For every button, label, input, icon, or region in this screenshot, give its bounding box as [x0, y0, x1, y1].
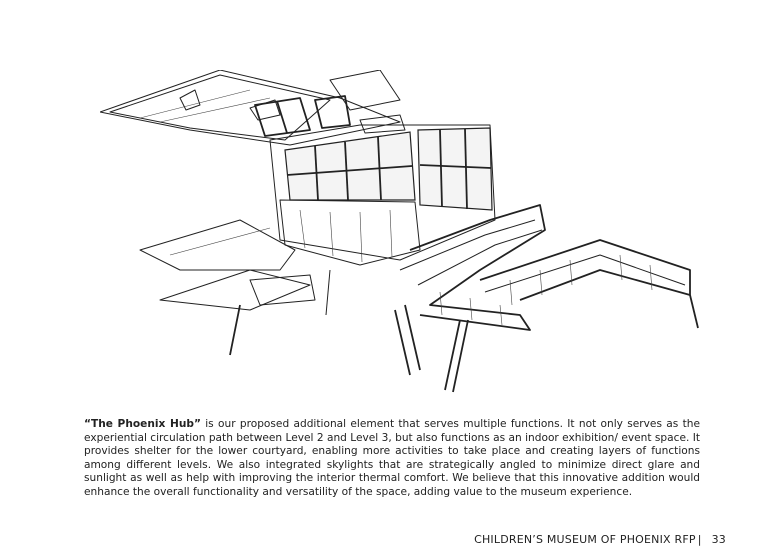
lower-terrace [140, 220, 315, 310]
upper-canopy [100, 70, 400, 145]
main-volume [270, 125, 495, 265]
circulation-ramp [400, 205, 690, 330]
page-number: 33 [711, 533, 726, 546]
caption-body: is our proposed additional element that serves multiple functions. It not only serves as the experiential circulation path between Level 2 and Level 3, but also functions as an indoor exhibition/ event space. It provides shelter for the lower courtyard, enabling more activities to take place and creating layers of functions among different levels. We also integrated skylights that are strategically angled to minimize direct glare and sunlight as well as help with improving the interior thermal comfort. We believe that this innovative addition would enhance the overall functionality and versatility of the space, adding value to the museum experience. [84, 418, 700, 498]
support-columns [230, 270, 698, 392]
footer-separator: | [697, 533, 702, 546]
document-title: CHILDREN’S MUSEUM OF PHOENIX RFP [474, 533, 696, 546]
caption-lead: “The Phoenix Hub” [84, 418, 201, 430]
description-paragraph [84, 418, 700, 500]
phoenix-hub-axonometric-drawing [100, 70, 700, 400]
page-footer [474, 533, 726, 546]
